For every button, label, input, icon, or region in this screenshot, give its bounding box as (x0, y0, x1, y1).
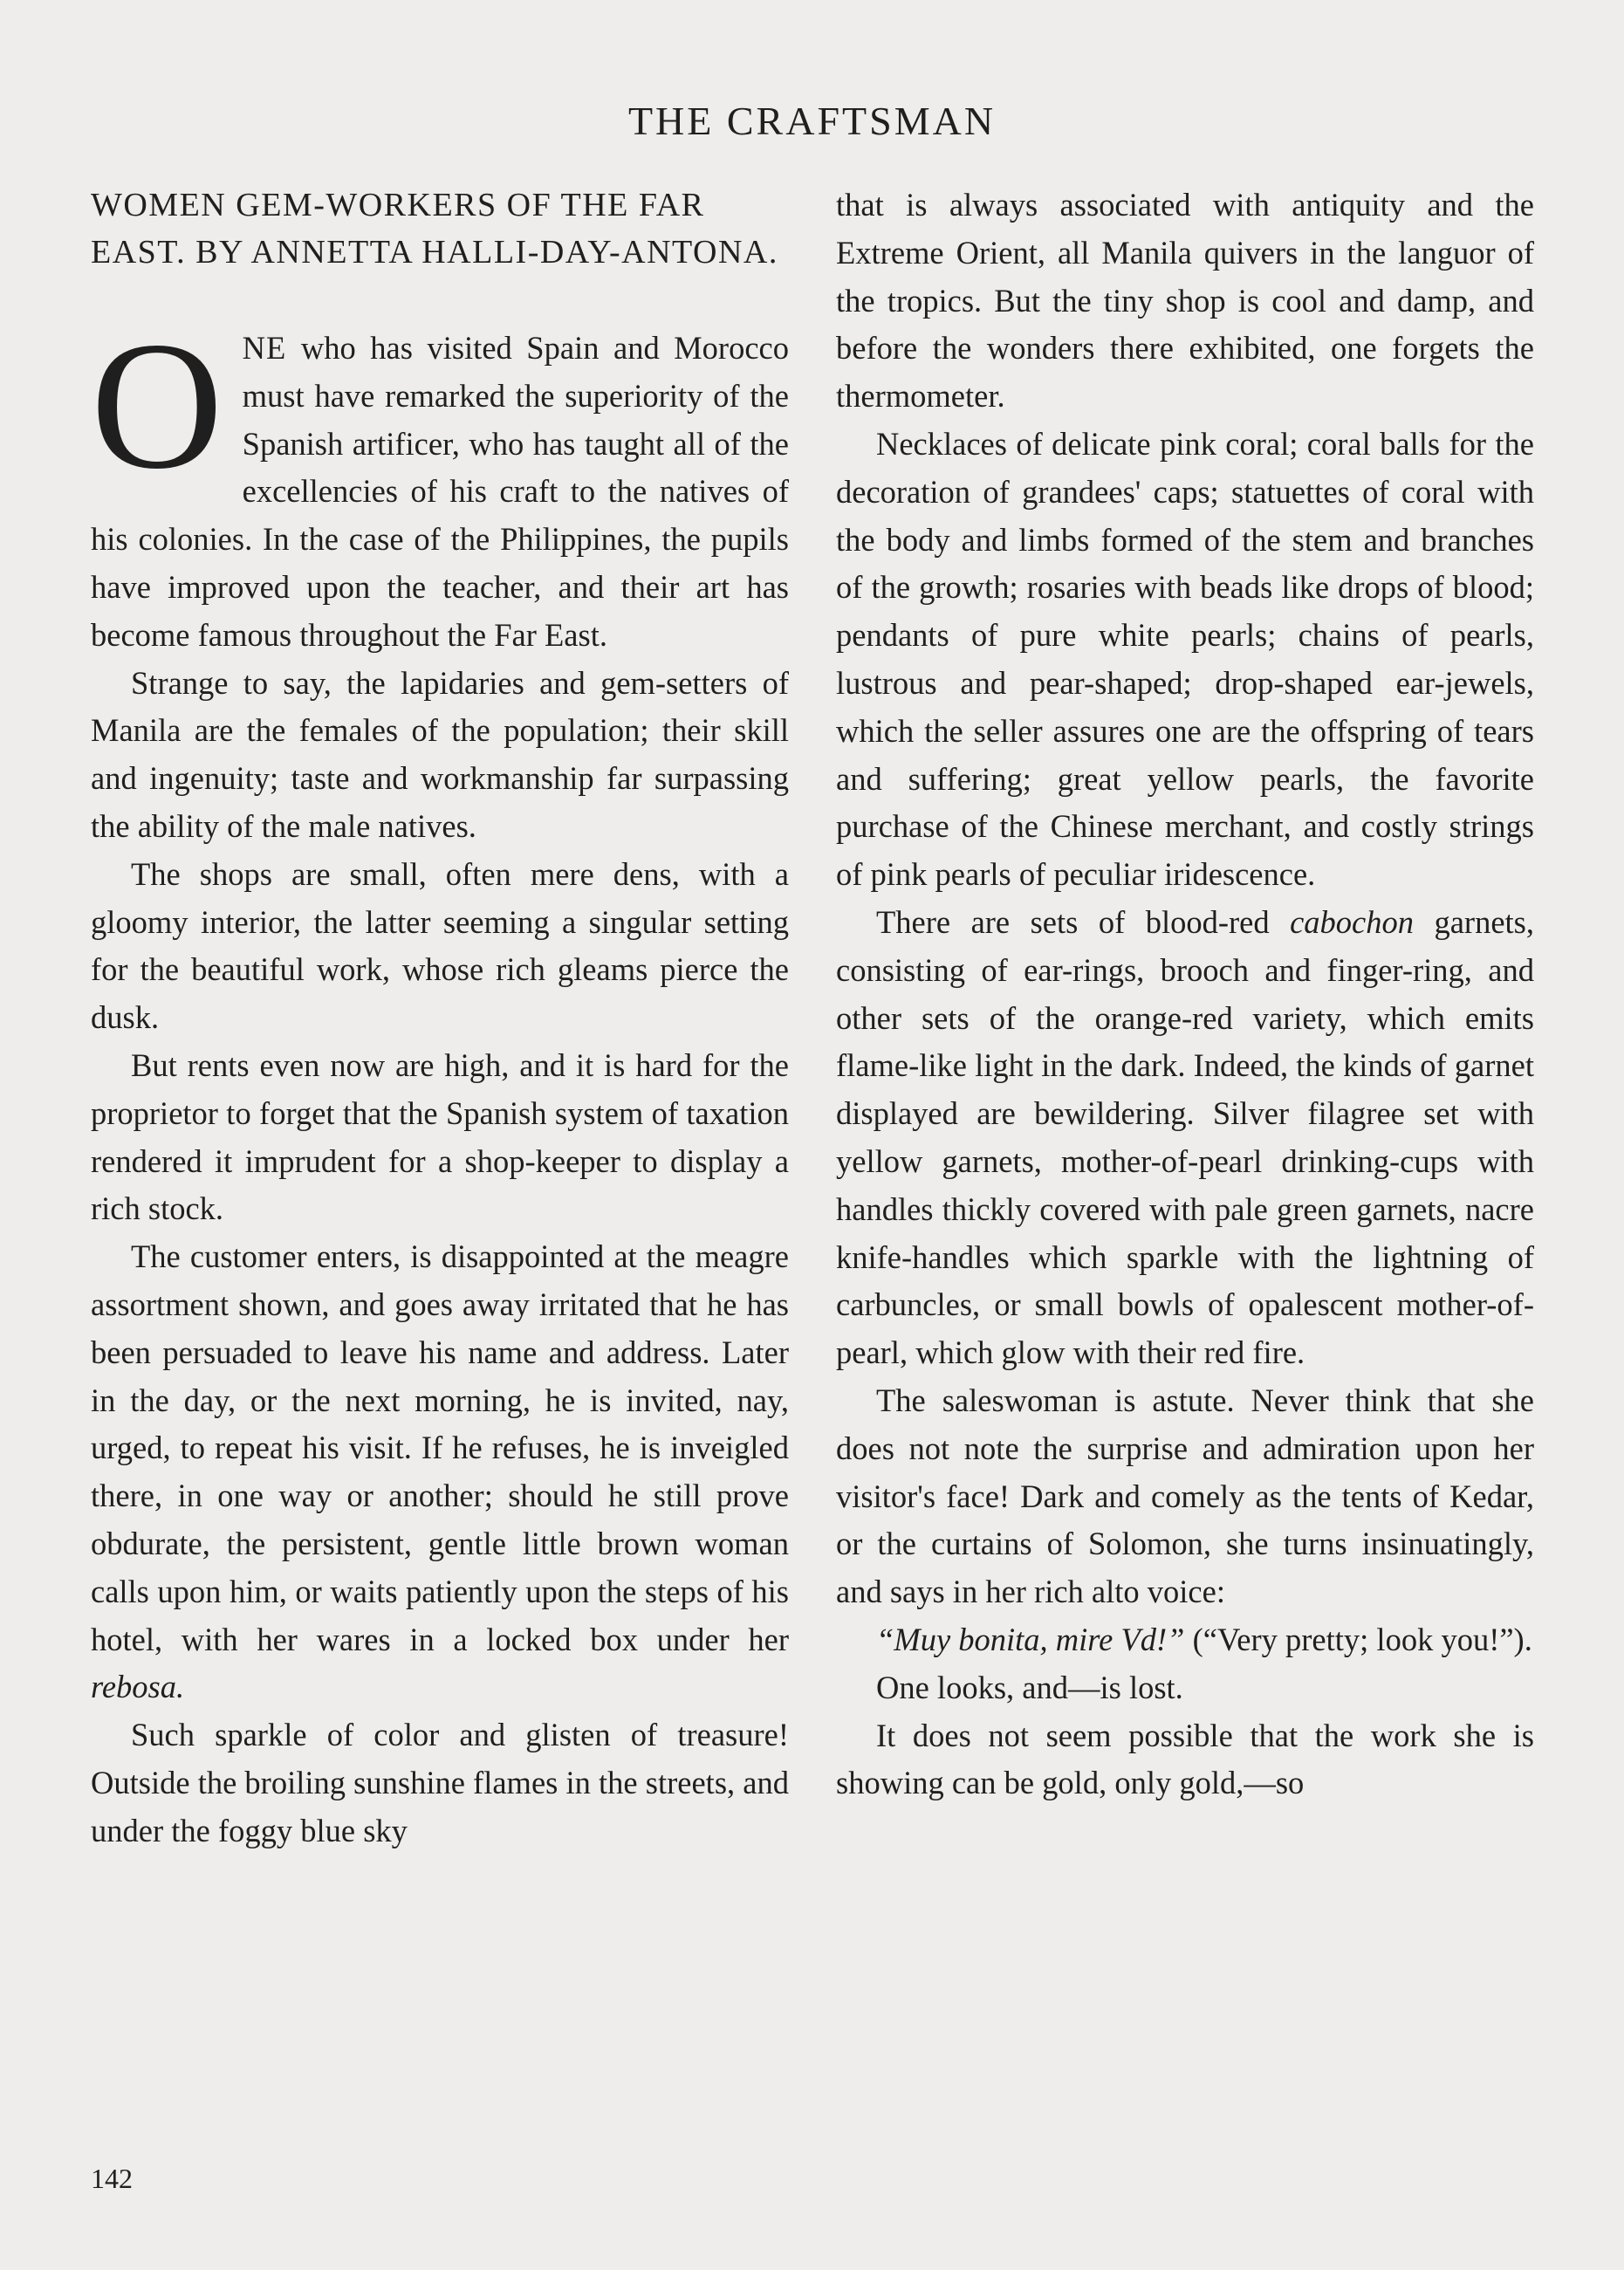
paragraph-6-continued: that is always associated with antiquity and the Extreme Orient, all Manila quivers in the languor of the tropics. But the tiny shop is cool and damp, and before the wonders there exhibited, one forgets the thermometer. (836, 187, 1534, 415)
left-column (91, 182, 789, 1855)
paragraph-8-text-b: garnets, consisting of ear-rings, brooch and finger-ring, and other sets of the orange-red variety, which emits flame-like light in the dark. Indeed, the kinds of garnet displayed are bewildering. Silver filagree set with yellow garnets, mother-of-pearl drinking-cups with handles thickly covered with pale green garnets, nacre knife-handles which sparkle with the lightning of carbuncles, or small bowls of opalescent mother-of-pearl, which glow with their red fire. (836, 903, 1534, 1371)
paragraph-2: Strange to say, the lapidaries and gem-setters of Manila are the females of the population; their skill and ingenuity; taste and workmanship far surpassing the ability of the male natives. (91, 664, 789, 844)
drop-cap: O (91, 305, 223, 507)
paragraph-6-left: Such sparkle of color and glisten of treasure! Outside the broiling sunshine flames in the streets, and under the foggy blue sky (91, 1717, 789, 1848)
paragraph-1-text: who has visited Spain and Morocco must have remarked the superiority of the Spanish artificer, who has taught all of the excellencies of his craft to the natives of his colonies. In the case of the Philippines, the pupils have improved upon the teacher, and their art has become famous throughout the Far East. (91, 330, 789, 653)
paragraph-8 (836, 899, 1534, 1377)
paragraph-11: One looks, and—is lost. (876, 1669, 1183, 1705)
running-head: THE CRAFTSMAN (627, 99, 997, 143)
opening-small-caps: NE (242, 330, 287, 366)
paragraph-5-text: The customer enters, is disappointed at the meagre assortment shown, and goes away irritated that he has been persuaded to leave his name and address. Later in the day, or the next morning, he is invited, nay, urged, to repeat his visit. If he refuses, he is inveigled there, in one way or another; should he still prove obdurate, the persistent, gentle little brown woman calls upon him, or waits patiently upon the steps of his hotel, with her wares in a locked box under her (91, 1238, 789, 1657)
paragraph-7: Necklaces of delicate pink coral; coral balls for the decoration of grandees' caps; statuettes of coral with the body and limbs formed of the stem and branches of the growth; rosaries with beads like drops of blood; pendants of pure white pearls; chains of pearls, lustrous and pear-shaped; drop-shaped ear-jewels, which the seller assures one are the offspring of tears and suffering; great yellow pearls, the favorite purchase of the Chinese merchant, and costly strings of pink pearls of peculiar iridescence. (836, 425, 1534, 893)
paragraph-3: The shops are small, often mere dens, with a gloomy interior, the latter seeming a singular setting for the beautiful work, whose rich gleams pierce the dusk. (91, 855, 789, 1036)
paragraph-10-text: (“Very pretty; look you!”). (1184, 1621, 1532, 1657)
paragraph-8-text-a: There are sets of blood-red (876, 903, 1291, 940)
right-column (836, 182, 1534, 1807)
paragraph-1 (91, 305, 789, 660)
paragraph-12: It does not seem possible that the work she is showing can be gold, only gold,—so (836, 1717, 1534, 1801)
rebosa-italic: rebosa. (91, 1669, 185, 1705)
paragraph-10 (836, 1616, 1534, 1664)
paragraph-5 (91, 1233, 789, 1711)
spanish-quote-italic: “Muy bonita, mire Vd!” (876, 1621, 1185, 1657)
cabochon-italic: cabochon (1290, 903, 1414, 940)
paragraph-9: The saleswoman is astute. Never think that she does not note the surprise and admiration upon her visitor's face! Dark and comely as the tents of Kedar, or the curtains of Solomon, she turns insinuatingly, and says in her rich alto voice: (836, 1382, 1534, 1610)
article-title: WOMEN GEM-WORKERS OF THE FAR EAST. BY ANNETTA HALLI-DAY-ANTONA. (91, 187, 778, 271)
page-number: 142 (91, 2163, 133, 2194)
paragraph-4: But rents even now are high, and it is hard for the proprietor to forget that the Spanish system of taxation rendered it imprudent for a shop-keeper to display a rich stock. (91, 1046, 789, 1227)
